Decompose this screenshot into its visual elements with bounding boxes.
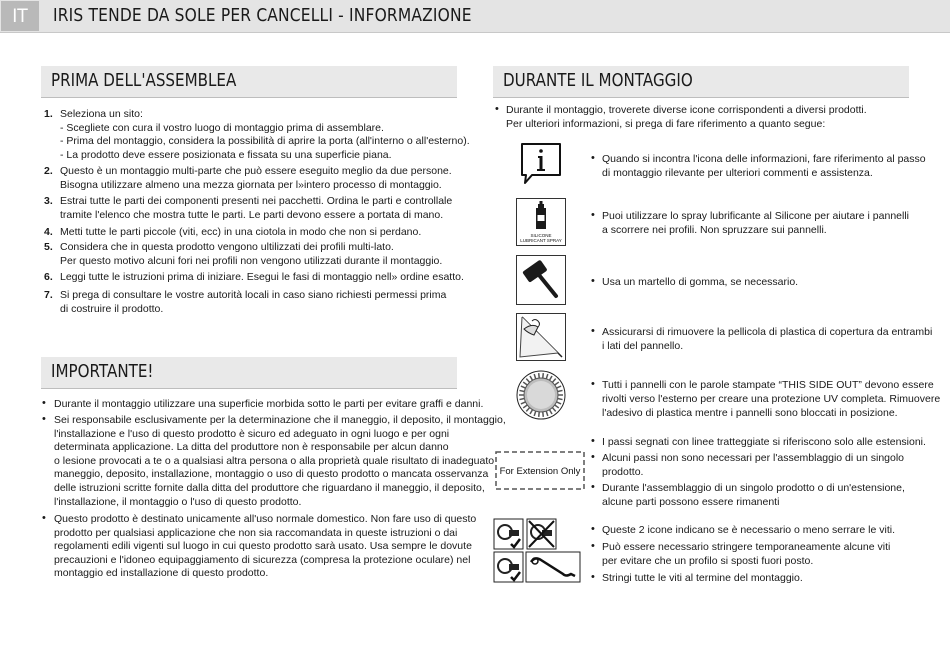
- list-number: 7.: [44, 289, 53, 301]
- sun-ray: [521, 386, 526, 388]
- silicone-spray-icon: [516, 198, 566, 246]
- list-item-line: Seleziona un sito:: [60, 108, 143, 120]
- info-line: Durante l'assemblaggio di un singolo prodotto o di un'estensione,: [602, 482, 905, 494]
- list-number: 5.: [44, 241, 53, 253]
- list-item-line: - La prodotto deve essere posizionata e fissata su una superficie piana.: [60, 148, 392, 161]
- list-number: 6.: [44, 271, 53, 283]
- info-line: Puoi utilizzare lo spray lubrificante al Silicone per aiutare i pannelli: [602, 210, 909, 222]
- bullet: •: [591, 523, 595, 535]
- spray-label: SILICONE: [530, 233, 552, 238]
- section-title: IMPORTANTE!: [51, 361, 154, 382]
- bullet: •: [42, 413, 46, 425]
- list-number: 2.: [44, 165, 53, 177]
- list-number: 1.: [44, 108, 53, 120]
- spray-label: LUBRICANT SPRAY: [520, 238, 562, 243]
- section-header-during: [493, 66, 909, 98]
- list-item-line: Leggi tutte le istruzioni prima di iniziare. Esegui le fasi di montaggio nell» ordine esatto.: [60, 271, 464, 283]
- info-line: alcune parti possono essere rimanenti: [602, 496, 780, 508]
- list-item-line: maneggio, deposito, installazione, montaggio o uso di questo prodotto o mancata osservanza: [54, 468, 489, 481]
- info-line: l'adesivo di plastica mentre i pannelli sono bloccati in posizione.: [602, 407, 898, 419]
- sun-ray: [530, 410, 533, 414]
- sun-ray: [558, 399, 563, 400]
- bullet: •: [591, 435, 595, 447]
- info-line: rivolti verso l'esterno per creare una protezione UV completa. Rimuovere: [602, 393, 941, 405]
- sun-ray: [550, 410, 553, 414]
- section-header-important: [41, 357, 457, 389]
- bullet: •: [591, 481, 595, 493]
- list-item-line: prodotto per qualsiasi applicazione che non sia raccomandata in queste istruzioni o dai: [54, 526, 458, 539]
- list-item-line: Bisogna utilizzare almeno una mezza giornata per l»intero processo di montaggio.: [60, 178, 442, 191]
- language-badge: IT: [1, 1, 39, 31]
- info-line: Tutti i pannelli con le parole stampate “THIS SIDE OUT” devono essere: [602, 379, 934, 391]
- rubber-mallet-icon: [516, 255, 566, 305]
- sun-ray: [523, 382, 527, 385]
- sun-ray: [552, 408, 555, 412]
- info-line: I passi segnati con linee tratteggiate si riferiscono solo alle estensioni.: [602, 436, 926, 448]
- list-item-line: di costruire il prodotto.: [60, 302, 164, 315]
- info-icon: [518, 142, 564, 186]
- info-line: Alcuni passi non sono necessari per l'assemblaggio di un singolo: [602, 452, 905, 464]
- bullet: •: [591, 325, 595, 337]
- sun-ray: [519, 390, 524, 391]
- bullet: •: [42, 512, 46, 524]
- info-line: Stringi tutte le viti al termine del montaggio.: [602, 572, 803, 584]
- sun-ray: [546, 374, 548, 379]
- sun-ray: [526, 408, 529, 412]
- intro-line: Per ulteriori informazioni, si prega di fare riferimento a quanto segue:: [506, 117, 826, 130]
- info-line: Queste 2 icone indicano se è necessario o meno serrare le viti.: [602, 524, 895, 536]
- list-item-line: Per questo motivo alcuni fori nei profili non vengono utilizzati durante il montaggio.: [60, 254, 443, 267]
- bullet: •: [591, 275, 595, 287]
- intro-bullet: •: [495, 103, 499, 115]
- info-line: di montaggio rilevante per ulteriori commenti e assistenza.: [602, 167, 873, 179]
- list-item-line: Metti tutte le parti piccole (viti, ecc) in una ciotola in modo che non si perdano.: [60, 226, 422, 238]
- bullet: •: [42, 397, 46, 409]
- bullet: •: [591, 378, 595, 390]
- list-item-line: Estrai tutte le parti dei componenti presenti nei pacchetti. Ordina le parti e controllale: [60, 195, 453, 207]
- sun-ray: [530, 376, 533, 380]
- sun-ray: [539, 373, 540, 378]
- page-title: IRIS TENDE DA SOLE PER CANCELLI - INFORMAZIONE: [53, 5, 472, 26]
- extension-label: For Extension Only: [499, 466, 581, 477]
- sun-ray: [555, 405, 559, 408]
- sun-ray: [523, 405, 527, 408]
- intro-line: Durante il montaggio, troverete diverse icone corrispondenti a diversi prodotti.: [506, 104, 867, 116]
- bullet: •: [591, 451, 595, 463]
- bullet: •: [591, 209, 595, 221]
- sun-icon: [516, 370, 566, 420]
- list-item-line: precauzioni e l'idoneo equipaggiamento di sicurezza (compresa la protezione oculare) nel: [54, 553, 471, 566]
- list-item-line: Questo è un montaggio multi-parte che può essere eseguito meglio da due persone.: [60, 165, 452, 177]
- sun-ray: [550, 376, 553, 380]
- list-item-line: Si prega di consultare le vostre autorità locali in caso siano richiesti permessi prima: [60, 289, 447, 301]
- bullet: •: [591, 571, 595, 583]
- tighten-screws-icon: [493, 518, 581, 584]
- sun-ray: [534, 411, 536, 416]
- list-item-line: delle istruzioni scritte fornite dalla ditta del produttore che riguardano il maneggio, il deposito,: [54, 482, 485, 494]
- sun-ray: [546, 411, 548, 416]
- section-title: PRIMA DELL'ASSEMBLEA: [51, 70, 237, 91]
- list-item-line: Durante il montaggio utilizzare una superficie morbida sotto le parti per evitare graffi e danni.: [54, 398, 484, 410]
- info-line: Quando si incontra l'icona delle informazioni, fare riferimento al passo: [602, 153, 926, 165]
- list-item-line: montaggio ed installazione di questo prodotto.: [54, 567, 269, 580]
- info-line: i lati del pannello.: [602, 340, 684, 352]
- list-item-line: l'installazione e l'uso di questo prodotto è sicuro ed adeguato in ogni luogo e per ogni: [54, 427, 450, 440]
- info-line: Può essere necessario stringere temporaneamente alcune viti: [602, 541, 891, 553]
- sun-ray: [543, 412, 544, 417]
- list-item-line: - Prima del montaggio, considera la possibilità di aprire la porta (all'interno o all'esterno).: [60, 135, 470, 148]
- bullet: •: [591, 540, 595, 552]
- sun-ray: [555, 382, 559, 385]
- info-line: a scorrere nei profili. Non spruzzare sui pannelli.: [602, 224, 827, 236]
- list-item-line: Considera che in questa prodotto vengono ultilizzati dei profili multi-lato.: [60, 241, 394, 253]
- list-item-line: o lesione provocati a te o a qualsiasi altra persona o alla proprietà quale risultato di inadeguato: [54, 454, 495, 467]
- peel-film-icon: [516, 313, 566, 361]
- sun-ray: [539, 412, 540, 417]
- info-line: Usa un martello di gomma, se necessario.: [602, 276, 799, 288]
- info-line: prodotto.: [602, 466, 644, 478]
- list-item-line: determinata applicazione. La ditta del produttore non è responsabile per alcun danno: [54, 441, 449, 454]
- sun-ray: [521, 402, 526, 404]
- sun-ray: [552, 379, 555, 383]
- list-item-line: Questo prodotto è destinato unicamente all'uso normale domestico. Non fare uso di questo: [54, 513, 477, 525]
- info-line: per evitare che un profilo si sposti fuori posto.: [602, 555, 814, 567]
- sun-ray: [557, 402, 562, 404]
- sun-ray: [519, 399, 524, 400]
- sun-ray: [558, 390, 563, 391]
- sun-ray: [526, 379, 529, 383]
- sun-ray: [557, 386, 562, 388]
- section-header-before: [41, 66, 457, 98]
- sun-ray: [534, 374, 536, 379]
- list-item-line: - Scegliete con cura il vostro luogo di montaggio prima di assemblare.: [60, 121, 384, 134]
- bullet: •: [591, 152, 595, 164]
- list-item-line: regolamenti edili vigenti sul luogo in cui questo prodotto sarà usato. Usa sempre le dovute: [54, 540, 472, 553]
- page-header: [0, 0, 950, 33]
- sun-ray: [543, 373, 544, 378]
- list-number: 4.: [44, 226, 53, 238]
- list-item-line: tramite l'elenco che mostra tutte le parti. Le parti devono essere a portata di mano.: [60, 208, 444, 221]
- section-title: DURANTE IL MONTAGGIO: [503, 70, 693, 91]
- list-item-line: Sei responsabile esclusivamente per la determinazione che il maneggio, il deposito, il montaggio,: [54, 414, 506, 426]
- list-item-line: l'installazione, il montaggio o l'uso di questo prodotto.: [54, 495, 302, 508]
- list-number: 3.: [44, 195, 53, 207]
- extension-icon: [495, 451, 587, 491]
- info-line: Assicurarsi di rimuovere la pellicola di plastica di copertura da entrambi: [602, 326, 933, 338]
